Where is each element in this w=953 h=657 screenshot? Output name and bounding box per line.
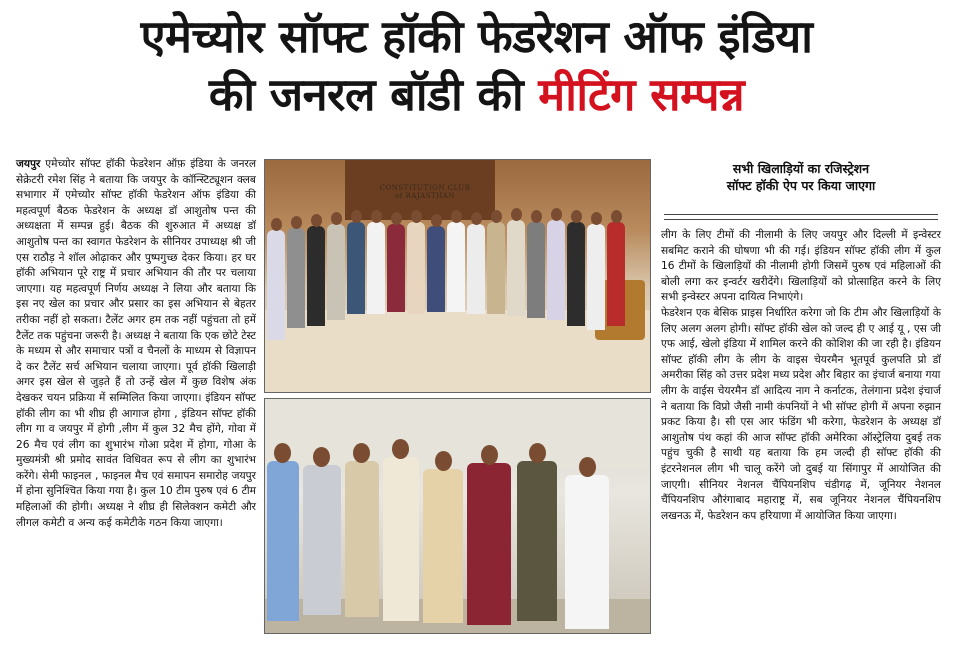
subheading [661,160,941,194]
right-column-article [661,228,941,524]
left-paragraph-text: एमेच्योर सॉफ्ट हॉकी फेडरेशन ऑफ़ इंडिया के जनरल सेक्रेटरी रमेश सिंह ने बताया कि जयपुर के कॉन्स्टिट्यूशन क्लब सभागार में एमेच्योर सॉफ्ट हॉकी फेडरेशन ऑफ इंडिया की महत्वपूर्ण बैठक फेडरेशन के अध्यक्ष डॉ आशुतोष पन्त की अध्यक्षता में सम्पन्न हुई। बैठक की शुरुआत में अध्यक्ष डॉ आशुतोष पन्त का स्वागत फेडरेशन के सीनियर उपाध्यक्ष श्री जी एस राठौड़ ने शॉल ओढ़ाकर और पुष्पगुच्छ देकर किया। हर घर हॉकी अभियान पूरे राष्ट्र में प्रचार अभियान की तौर पर चलाया जाएगा। यह महत्वपूर्ण निर्णय अध्यक्ष ने लिया और बताया कि इस नए खेल का प्रचार और प्रसार का इस अभियान से बेहतर तरीका नहीं हो सकता। टैलेंट अगर हम तक नहीं पहुंचता तो हमें टैलेंट तक पहुंचना जरूरी है। अध्यक्ष ने बताया कि एक छोटे टेस्ट के मध्यम से और समाचार पत्रों व चैनलों के माध्यम से विज्ञापन दे कर टैलेंट सर्च अभियान चलाया जाएगा। पूर्व हॉकी खिलाड़ी अगर इस खेल से जुड़ते हैं तो उन्हें खेल में कुछ विशेष अंक देखकर चयन प्रक्रिया में सम्मिलित किया जाएगा। इंडियन सॉफ्ट हॉकी लीग का भी शीघ्र ही आगाज होगा , इंडियन सॉफ्ट हॉकी लीग गा व जयपुर में होगी ,लीग में कुल 32 मैच होंगे, गोवा में 26 मैच एवं लीग का शुभारंभ गोआ प्रदेश में होगा, गोआ के मुख्यमंत्री श्री प्रमोद सावंत विधिवत रूप से लीग का शुभारंभ करेंगे। सेमी फाइनल , फाइनल मैच एवं समापन समारोह जयपुर में होना सुनिश्चित किया गया है। कुल 10 टीम पुरुष एवं 6 टीम महिलाओं की होगी। अध्यक्ष ने शीघ्र ही सिलेक्शन कमेटी और लीगल कमेटी व अन्य कई कमेटीके गठन किया जाएगा। [16,158,256,529]
subheading-line-2: सॉफ्ट हॉकी ऐप पर किया जाएगा [726,178,876,193]
person [347,222,365,314]
person [303,465,341,615]
person-head [371,210,382,223]
divider [664,219,938,220]
person-head [591,212,602,225]
person [427,226,445,312]
person-head [392,439,409,459]
person-head [431,214,442,227]
person [327,224,345,320]
headline-line-2-red: मीटिंग सम्पन्न [538,68,745,121]
person [447,222,465,312]
person [467,463,511,625]
person-head [435,451,452,471]
person-head [313,447,330,467]
subheading-line-1: सभी खिलाड़ियों का रजिस्ट्रेशन [732,161,870,176]
person-head [451,210,462,223]
person [587,224,605,330]
person-head [481,445,498,465]
person-head [511,208,522,221]
person [387,224,405,312]
person-head [579,457,596,477]
person [527,222,545,318]
person-head [271,218,282,231]
person [407,222,425,314]
group-photo-top [264,159,651,393]
person-head [353,443,370,463]
person [383,457,419,621]
article-paragraph [16,157,256,531]
group-photo-bottom [264,398,651,634]
article-paragraph: फेडरेशन एक बेसिक प्राइस निर्धारित करेगा जो कि टीम और खिलाड़ियों के लिए अलग अलग होगी। सॉफ्ट हॉकी खेल को जल्द ही ए आई यू , एस जी एफ आई, खेलो इंडिया में शामिल करने की कोशिश की जा रही है। इंडियन सॉफ्ट हॉकी लीग के लीग के वाइस चेयरमैन भूतपूर्व कुलपति प्रो डॉ अमरीका सिंह को उत्तर प्रदेश मध्य प्रदेश और बिहार का इंचार्ज बनाया गया [661,306,941,382]
person [565,475,609,629]
person-head [391,212,402,225]
person-head [531,210,542,223]
wall-sign-text: CONSTITUTION CLUB of RAJASTHAN [379,184,471,200]
divider [664,214,938,215]
person-head [611,210,622,223]
person [267,230,285,340]
person [367,222,385,314]
person-head [351,210,362,223]
person [607,222,625,326]
person [307,226,325,326]
person-head [571,210,582,223]
person-head [411,210,422,223]
person-head [291,216,302,229]
person [517,461,557,621]
person-head [529,443,546,463]
person-head [491,210,502,223]
headline-line-1: एमेच्योर सॉफ्ट हॉकी फेडरेशन ऑफ इंडिया [140,10,813,63]
person-head [274,443,291,463]
article-paragraph: लीग के वाईस चेयरमैन डॉ आदित्य नाग ने कर्नाटक, तेलंगाना प्रदेश इंचार्ज ने बताया कि विप्रो जैसी नामी कंपनियों ने भी सॉफ्ट होगी में अपना रुझान प्रकट किया है। सी एस आर फंडिंग भी करेगा, फेडरेशन के अध्यक्ष डॉ आशुतोष पंथ कहां की आज सॉफ्ट हॉकी अमेरिका ऑस्ट्रेलिया दुबई तक पहुंच चुकी है साथी यह बताया कि हम जल्दी ही सॉफ्ट हॉकी की इंटरनेशनल लीग भी चालू करेंगे जो दुबई या सिंगापुर में आयोजित की जाएगी। सीनियर नेशनल चैंपियनशिप चंडीगढ़ में, जूनियर नेशनल चैंपियनशिप औरंगाबाद महाराष्ट्र में, सब जूनियर नेशनल चैंपियनशिप लखनऊ में, फेडरेशन कप हरियाणा में आयोजित किया जाएगा। [661,384,941,522]
person-head [551,208,562,221]
person [507,220,525,316]
dateline: जयपुर [16,158,41,170]
person [267,461,299,621]
headline-line-2-black: की जनरल बॉडी की [208,68,539,121]
article-paragraph: लीग के लिए टीमों की नीलामी के लिए जयपुर और दिल्ली में इन्वेस्टर सबमिट कराने की घोषणा भी की गई। इंडियन सॉफ्ट हॉकी लीग में कुल 16 टीमों के खिलाड़ियों की नीलामी होगी जिसमें पुरुष एवं महिलाओं की बोली लगा कर इन्वर्टर खरीदेंगे। खिलाड़ियों को प्रोत्साहित करने के लिए सभी इन्वेस्टर अपना दायित्व निभाएंगे। [661,229,941,304]
headline [0,8,953,124]
person [567,222,585,326]
person-head [311,214,322,227]
person [547,220,565,320]
person [345,461,379,617]
person [423,469,463,623]
person [467,224,485,314]
left-column-article [16,157,256,531]
person [487,222,505,314]
person [287,228,305,328]
person-head [471,212,482,225]
person-head [331,212,342,225]
headline-line-2 [0,66,953,124]
